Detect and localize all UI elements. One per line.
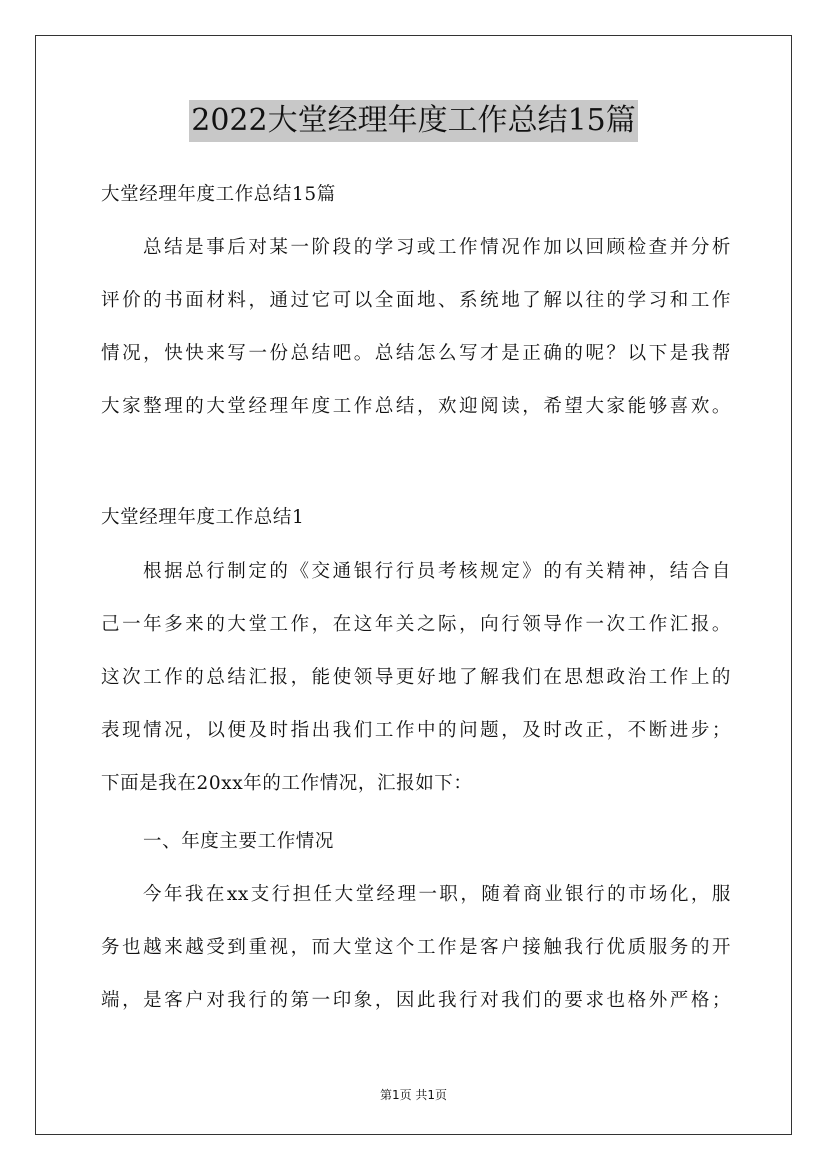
- page-footer: 第1页 共1页: [379, 1088, 448, 1102]
- section1-line-4: 表现情况，以便及时指出我们工作中的问题，及时改正，不断进步；: [101, 720, 731, 741]
- section1-line-1: 根据总行制定的《交通银行行员考核规定》的有关精神，结合自: [143, 561, 731, 582]
- intro-line-4: 大家整理的大堂经理年度工作总结，欢迎阅读，希望大家能够喜欢。: [101, 396, 731, 417]
- section-subheading: 一、年度主要工作情况: [143, 831, 335, 852]
- title-wrap: [0, 100, 827, 142]
- section2-line-2: 务也越来越受到重视，而大堂这个工作是客户接触我行优质服务的开: [101, 937, 731, 958]
- intro-line-2: 评价的书面材料，通过它可以全面地、系统地了解以往的学习和工作: [101, 290, 731, 311]
- section1-heading: 大堂经理年度工作总结1: [101, 507, 305, 528]
- section2-line-3: 端，是客户对我行的第一印象，因此我行对我们的要求也格外严格；: [101, 990, 731, 1011]
- intro-line-1: 总结是事后对某一阶段的学习或工作情况作加以回顾检查并分析: [143, 237, 731, 258]
- document-title: 2022大堂经理年度工作总结15篇: [189, 100, 638, 142]
- document-subtitle: 大堂经理年度工作总结15篇: [101, 184, 336, 205]
- intro-line-3: 情况，快快来写一份总结吧。总结怎么写才是正确的呢？以下是我帮: [101, 343, 731, 364]
- section1-line-5: 下面是我在20xx年的工作情况，汇报如下：: [101, 773, 473, 794]
- section1-line-2: 己一年多来的大堂工作，在这年关之际，向行领导作一次工作汇报。: [101, 614, 731, 635]
- section2-line-1: 今年我在xx支行担任大堂经理一职，随着商业银行的市场化，服: [143, 884, 731, 905]
- section1-line-3: 这次工作的总结汇报，能使领导更好地了解我们在思想政治工作上的: [101, 667, 731, 688]
